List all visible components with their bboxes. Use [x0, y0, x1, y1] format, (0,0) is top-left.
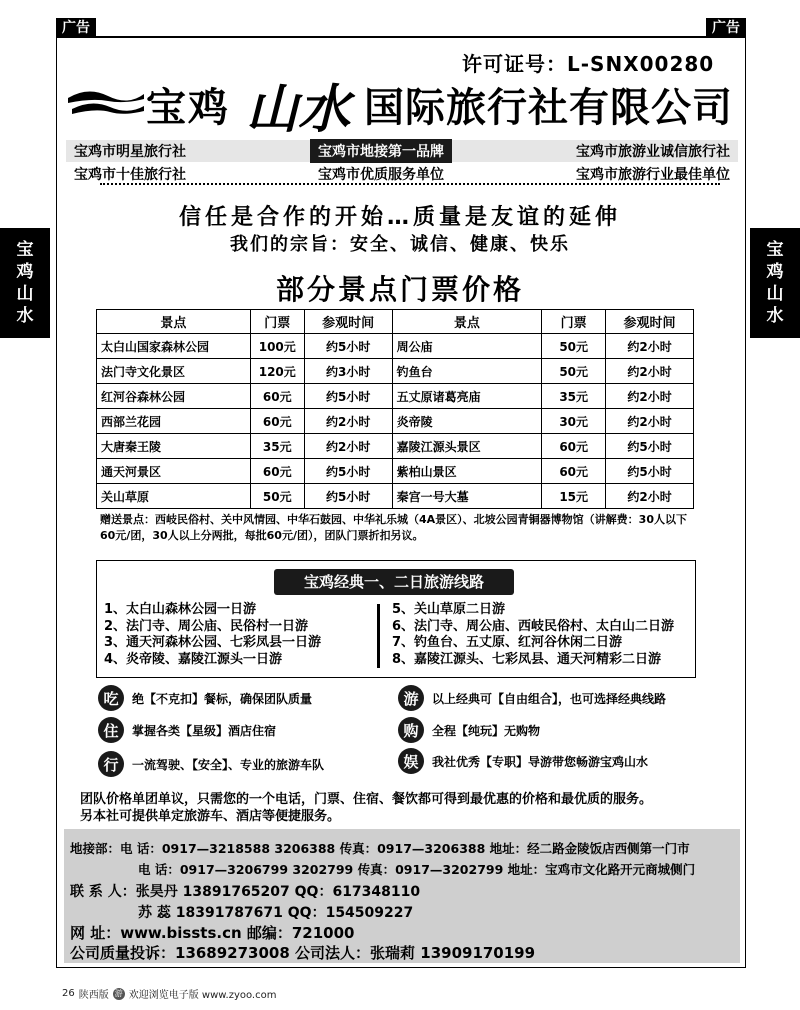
route-item: 1、太白山森林公园一日游: [104, 602, 257, 617]
feature-eat: [98, 685, 312, 711]
honor-item: 宝鸡市明星旅行社: [74, 144, 186, 160]
table-cell: 关山草原: [97, 484, 251, 509]
table-header: 参观时间: [606, 310, 694, 334]
route-item: 8、嘉陵江源头、七彩凤县、通天河精彩二日游: [392, 651, 662, 667]
ticket-price-table: [96, 309, 694, 509]
table-cell: 约2小时: [606, 359, 694, 384]
table-header: 景点: [392, 310, 542, 334]
contact-line-office1: 地接部：电 话：0917—3218588 3206388 传真：0917—3206388 地址：经二路金陵饭店西侧第一门市: [70, 841, 690, 856]
table-cell: 嘉陵江源头景区: [392, 434, 542, 459]
route-item: 3、通天河森林公园、七彩凤县一日游: [104, 635, 322, 650]
route-item: 6、法门寺、周公庙、西岐民俗村、太白山二日游: [392, 618, 675, 634]
honor-item: 宝鸡市优质服务单位: [318, 167, 444, 183]
table-cell: 炎帝陵: [392, 409, 542, 434]
feature-text: 全程【纯玩】无购物: [432, 723, 541, 738]
table-cell: 通天河景区: [97, 459, 251, 484]
table-cell: 120元: [250, 359, 304, 384]
table-cell: 周公庙: [392, 334, 542, 359]
table-cell: 紫柏山景区: [392, 459, 542, 484]
eat-badge-icon: 吃: [98, 685, 124, 711]
contact-panel: [64, 829, 740, 963]
table-cell: 约2小时: [606, 484, 694, 509]
table-cell: 35元: [250, 434, 304, 459]
logo-name: 宝鸡: [146, 84, 230, 131]
table-cell: 15元: [542, 484, 606, 509]
table-cell: 35元: [542, 384, 606, 409]
table-cell: 大唐秦王陵: [97, 434, 251, 459]
feature-text: 以上经典可【自由组合】，也可选择经典线路: [432, 691, 667, 706]
ad-tag-left: 广告: [56, 18, 96, 38]
table-cell: 约3小时: [304, 359, 392, 384]
group-note-line: 另本社可提供单定旅游车、酒店等便捷服务。: [80, 809, 341, 824]
stay-badge-icon: 住: [98, 717, 124, 743]
ad-tag-right: 广告: [706, 18, 746, 38]
route-item: 5、关山草原二日游: [392, 602, 506, 617]
table-header: 参观时间: [304, 310, 392, 334]
table-cell: 约2小时: [606, 409, 694, 434]
table-cell: 约2小时: [606, 384, 694, 409]
page-footer: [62, 986, 276, 1001]
routes-column-right: [392, 602, 674, 668]
honors-row-1: [66, 140, 738, 162]
side-tab-char: 山: [766, 284, 784, 304]
table-cell: 60元: [250, 409, 304, 434]
table-cell: 约5小时: [304, 384, 392, 409]
dotted-divider: [100, 183, 720, 185]
feature-text: 我社优秀【专职】导游带您畅游宝鸡山水: [432, 754, 649, 769]
table-row: [97, 434, 694, 459]
routes-title: 宝鸡经典一、二日旅游线路: [274, 569, 514, 595]
honor-item: 宝鸡市旅游行业最佳单位: [576, 167, 730, 183]
table-cell: 法门寺文化景区: [97, 359, 251, 384]
table-cell: 约2小时: [304, 409, 392, 434]
table-cell: 50元: [542, 334, 606, 359]
route-item: 7、钓鱼台、五丈原、红河谷休闲二日游: [392, 635, 623, 650]
table-cell: 60元: [542, 434, 606, 459]
table-cell: 60元: [542, 459, 606, 484]
table-cell: 钓鱼台: [392, 359, 542, 384]
side-tab-char: 水: [766, 306, 784, 326]
table-cell: 约2小时: [606, 334, 694, 359]
feature-fun: [398, 748, 648, 774]
feature-stay: [98, 717, 276, 743]
travel-logo-icon: 游: [114, 989, 123, 998]
table-cell: 50元: [250, 484, 304, 509]
table-cell: 约5小时: [304, 484, 392, 509]
footer-text: 欢迎浏览电子版 www.zyoo.com: [128, 990, 277, 1001]
table-cell: 约2小时: [304, 434, 392, 459]
routes-divider: [377, 604, 380, 668]
table-header-row: [97, 310, 694, 334]
table-cell: 100元: [250, 334, 304, 359]
route-item: 2、法门寺、周公庙、民俗村一日游: [104, 618, 309, 634]
honor-item-highlight: 宝鸡市地接第一品牌: [310, 139, 452, 163]
table-cell: 约5小时: [304, 459, 392, 484]
table-cell: 约5小时: [606, 434, 694, 459]
tenet: 我们的宗旨：安全、诚信、健康、快乐: [230, 234, 570, 255]
group-service-note: [80, 791, 760, 825]
shop-badge-icon: 购: [398, 717, 424, 743]
side-tab-char: 山: [16, 284, 34, 304]
gift-attractions-note: 赠送景点：西岐民俗村、关中风情园、中华石鼓园、中华礼乐城（4A景区）、北坡公园青铜器博物馆（讲解费：30人以下60元/团，30人以上分两批，每批60元/团），团队门票折扣另议。: [100, 513, 687, 542]
feature-shop: [398, 717, 540, 743]
table-cell: 太白山国家森林公园: [97, 334, 251, 359]
contact-line-office2: 电 话：0917—3206799 3202799 传真：0917—3202799 地址：宝鸡市文化路开元商城侧门: [138, 862, 696, 877]
side-tab-char: 水: [16, 306, 34, 326]
routes-column-left: [104, 602, 321, 668]
side-tab-char: 宝: [16, 240, 34, 260]
contact-person-1: 联 系 人：张昊丹 13891765207 QQ：617348110: [70, 884, 421, 900]
honor-item: 宝鸡市旅游业诚信旅行社: [576, 144, 730, 160]
feature-travel: [98, 751, 324, 777]
side-tab-char: 宝: [766, 240, 784, 260]
fun-badge-icon: 娱: [398, 748, 424, 774]
table-cell: 秦宫一号大墓: [392, 484, 542, 509]
table-header: 景点: [97, 310, 251, 334]
table-row: [97, 459, 694, 484]
table-header: 门票: [542, 310, 606, 334]
honors-row-2: [66, 163, 738, 185]
table-cell: 约5小时: [606, 459, 694, 484]
table-cell: 60元: [250, 459, 304, 484]
table-row: [97, 409, 694, 434]
side-tab-char: 鸡: [766, 262, 784, 282]
slogan: 信任是合作的开始…质量是友谊的延伸: [178, 205, 621, 230]
table-cell: 西部兰花园: [97, 409, 251, 434]
table-cell: 30元: [542, 409, 606, 434]
edition-label: 陕西版: [78, 990, 109, 1001]
company-name: 国际旅行社有限公司: [364, 84, 734, 131]
table-header: 门票: [250, 310, 304, 334]
table-row: [97, 359, 694, 384]
table-cell: 60元: [250, 384, 304, 409]
table-row: [97, 484, 694, 509]
table-cell: 红河谷森林公园: [97, 384, 251, 409]
feature-tour: [398, 685, 666, 711]
company-logo: [66, 74, 734, 140]
group-note-line: 团队价格单团单议，只需您的一个电话，门票、住宿、餐饮都可得到最优惠的价格和最优质的服务。: [80, 792, 653, 807]
feature-text: 掌握各类【星级】酒店住宿: [132, 723, 277, 738]
tour-badge-icon: 游: [398, 685, 424, 711]
table-row: [97, 334, 694, 359]
wave-logo-icon: [66, 84, 146, 124]
table-row: [97, 384, 694, 409]
table-cell: 约5小时: [304, 334, 392, 359]
contact-complaint: 公司质量投诉：13689273008 公司法人：张瑞莉 13909170199: [70, 944, 536, 962]
contact-person-2: 苏 蕊 18391787671 QQ：154509227: [138, 905, 414, 921]
route-item: 4、炎帝陵、嘉陵江源头一日游: [104, 651, 283, 667]
section-title: 部分景点门票价格: [275, 273, 524, 306]
page-number: 26: [62, 988, 75, 999]
table-cell: 50元: [542, 359, 606, 384]
table-cell: 五丈原诸葛亮庙: [392, 384, 542, 409]
side-tab-char: 鸡: [16, 262, 34, 282]
license-number: 许可证号：L-SNX00280: [462, 52, 715, 76]
travel-badge-icon: 行: [98, 751, 124, 777]
feature-text: 绝【不克扣】餐标，确保团队质量: [132, 691, 313, 706]
contact-website: 网 址：www.bissts.cn 邮编：721000: [70, 924, 355, 942]
feature-text: 一流驾驶、【安全】、专业的旅游车队: [132, 757, 325, 772]
logo-brush-text: 山水: [246, 78, 351, 140]
honor-item: 宝鸡市十佳旅行社: [74, 167, 186, 183]
